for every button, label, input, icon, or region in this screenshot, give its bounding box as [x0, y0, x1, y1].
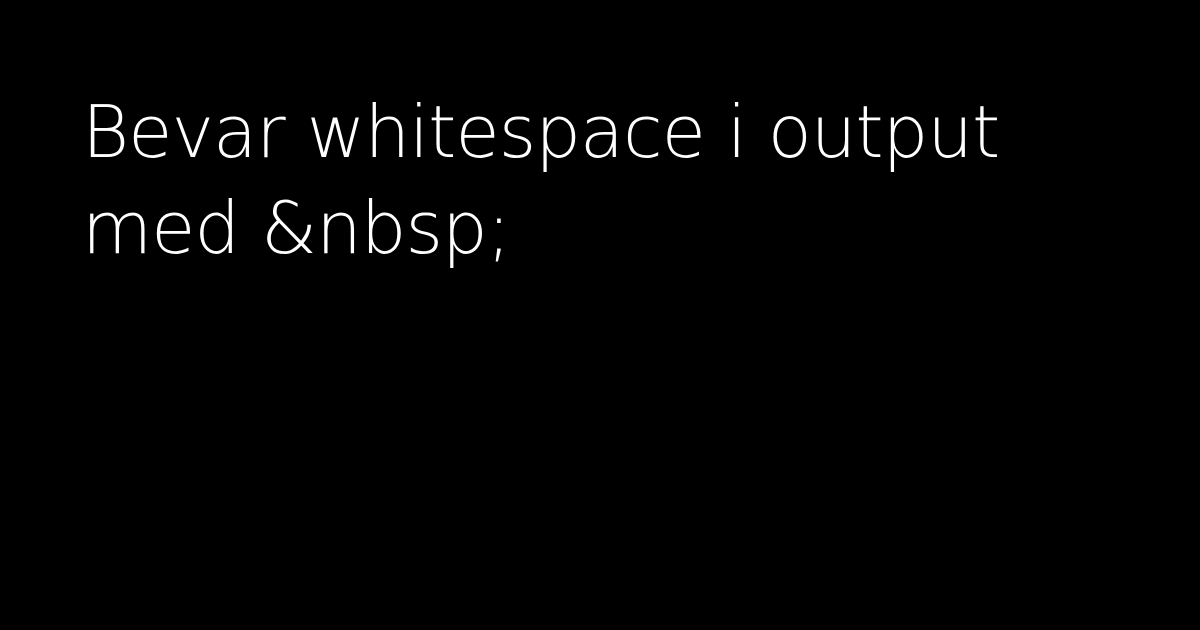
page-title: Bevar whitespace i output med &nbsp;	[82, 90, 1000, 270]
